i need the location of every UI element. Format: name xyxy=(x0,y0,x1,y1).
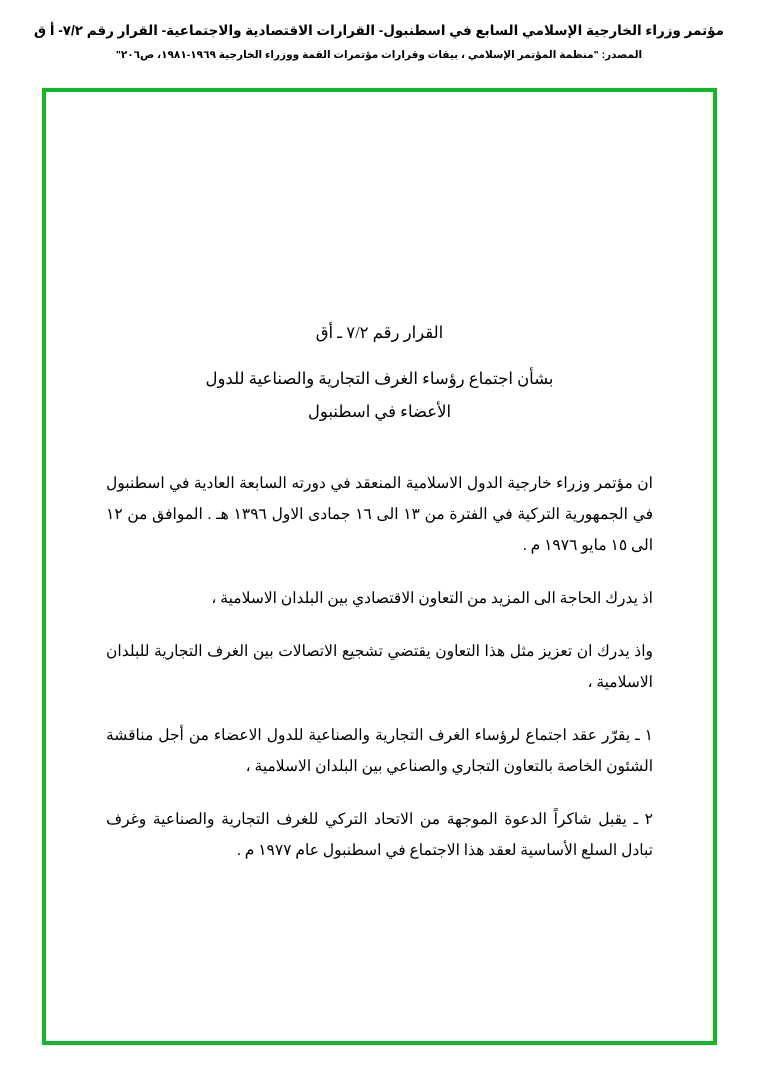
resolution-subject xyxy=(106,362,653,428)
paragraph-preamble: ان مؤتمر وزراء خارجية الدول الاسلامية المنعقد في دورته السابعة العادية في اسطنبول في الجمهورية التركية في الفترة من ١٣ الى ١٦ جمادى الاول ١٣٩٦ هـ . الموافق من ١٢ الى ١٥ مايو ١٩٧٦ م . xyxy=(106,475,653,555)
document-body xyxy=(106,317,653,883)
document-border-frame xyxy=(42,88,717,1045)
header-title: مؤتمر وزراء الخارجية الإسلامي السابع في اسطنبول- القرارات الاقتصادية والاجتماعية- القرار رقم ٧/٢- أ ق xyxy=(34,23,724,38)
body-spacer xyxy=(106,882,653,883)
resolution-subject-line-2: الأعضاء في اسطنبول xyxy=(307,402,452,422)
resolution-subject-line-1: بشأن اجتماع رؤساء الغرف التجارية والصناعية للدول xyxy=(205,369,554,389)
paragraph-whereas-2: واذ يدرك ان تعزيز مثل هذا التعاون يقتضي تشجيع الاتصالات بين الغرف التجارية للبلدان الاسلامية ، xyxy=(106,643,653,692)
header-source: المصدر: "منظمة المؤتمر الإسلامي ، بيقات وقرارات مؤتمرات القمة ووزراء الخارجية ١٩٦٩-١٩٨١، ص٢٠٦" xyxy=(115,48,643,61)
page-header xyxy=(0,0,758,64)
paragraph-clause-2: ٢ ـ يقبل شاكراً الدعوة الموجهة من الاتحاد التركي للغرف التجارية والصناعية وغرف تبادل السلع الأساسية لعقد هذا الاجتماع في اسطنبول عام ١٩٧٧ م . xyxy=(106,811,653,860)
paragraph-clause-1: ١ ـ يقرّر عقد اجتماع لرؤساء الغرف التجارية والصناعية للدول الاعضاء من أجل مناقشة الشئون الخاصة بالتعاون التجاري والصناعي بين البلدان الاسلامية ، xyxy=(106,727,653,776)
resolution-number: القرار رقم ٧/٢ ـ أق xyxy=(315,323,444,342)
paragraph-whereas-1: اذ يدرك الحاجة الى المزيد من التعاون الاقتصادي بين البلدان الاسلامية ، xyxy=(211,590,653,608)
